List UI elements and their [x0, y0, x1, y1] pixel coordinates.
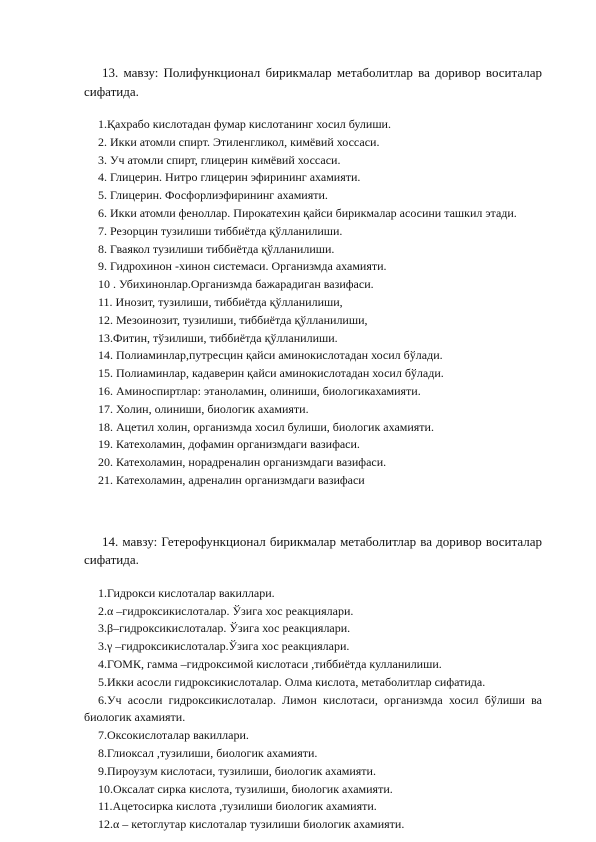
section-13-question-list — [84, 116, 542, 490]
list-item: 15. Полиаминлар, кадаверин қайси аминокислотадан хосил бўлади. — [98, 366, 444, 381]
list-item: 7. Резорцин тузилиши тиббиётда қўлланилиши. — [98, 223, 343, 238]
list-item: 8. Гваякол тузилиши тиббиётда қўлланилиши. — [98, 241, 335, 256]
section-14-heading: 14. мавзу: Гетерофункционал бирикмалар метаболитлар ва доривор воситалар сифатида. — [84, 533, 542, 568]
list-item: 13.Фитин, тўзилиши, тиббиётда қўлланилиши. — [98, 330, 338, 345]
list-item: 2.α –гидроксикислоталар. Ўзига хос реакциялари. — [98, 603, 354, 618]
list-item: 20. Катехоламин, норадреналин организмдаги вазифаси. — [98, 455, 387, 470]
list-item: 10.Оксалат сирка кислота, тузилиши, биологик ахамияти. — [98, 781, 393, 796]
list-item: 12. Мезоинозит, тузилиши, тиббиётда қўлланилиши, — [98, 312, 368, 327]
list-item: 6. Икки атомли феноллар. Пирокатехин қайси бирикмалар асосини ташкил этади. — [98, 205, 517, 220]
list-item: 3. Уч атомли спирт, глицерин кимёвий хоссаси. — [98, 152, 341, 167]
list-item: 5.Икки асосли гидроксикислоталар. Олма кислота, метаболитлар сифатида. — [98, 674, 486, 689]
list-item: 16. Аминоспиртлар: этаноламин, олиниши, биологикахамияти. — [98, 383, 421, 398]
list-item: 14. Полиаминлар,путресцин қайси аминокислотадан хосил бўлади. — [98, 348, 443, 363]
list-item: 8.Глиоксал ,тузилиши, биологик ахамияти. — [98, 745, 318, 760]
list-item: 3.β–гидроксикислоталар. Ўзига хос реакциялари. — [98, 621, 351, 636]
list-item: 4. Глицерин. Нитро глицерин эфирининг ахамияти. — [98, 170, 361, 185]
section-14-question-list — [84, 585, 542, 834]
list-item: 4.ГОМК, гамма –гидроксимой кислотаси ,тиббиётда кулланилиши. — [98, 656, 442, 671]
list-item: 6.Уч асосли гидроксикислоталар. Лимон кислотаси, организмда хосил бўлиши ва биологик ахамияти. — [84, 692, 542, 725]
section-13-heading: 13. мавзу: Полифункционал бирикмалар метаболитлар ва доривор воситалар сифатида. — [84, 65, 542, 99]
list-item: 10 . Убихинонлар.Организмда бажарадиган вазифаси. — [98, 277, 374, 292]
list-item: 11. Инозит, тузилиши, тиббиётда қўлланилиши, — [98, 294, 343, 309]
list-item: 5. Глицерин. Фосфорлиэфирининг ахамияти. — [98, 188, 328, 203]
list-item: 1.Қахрабо кислотадан фумар кислотанинг хосил булиши. — [98, 117, 391, 131]
list-item: 18. Ацетил холин, организмда хосил булиши, биологик ахамияти. — [98, 419, 434, 434]
list-item: 3.γ –гидроксикислоталар.Ўзига хос реакциялари. — [98, 639, 350, 654]
list-item: 1.Гидрокси кислоталар вакиллари. — [98, 585, 275, 600]
list-item: 12.α – кетоглутар кислоталар тузилиши биологик ахамияти. — [98, 817, 405, 832]
list-item: 9.Пироузум кислотаси, тузилиши, биологик ахамияти. — [98, 763, 376, 778]
list-item: 11.Ацетосирка кислота ,тузилиши биологик ахамияти. — [98, 799, 377, 814]
list-item: 7.Оксокислоталар вакиллари. — [98, 728, 249, 743]
list-item: 19. Катехоламин, дофамин организмдаги вазифаси. — [98, 437, 360, 452]
list-item: 17. Холин, олиниши, биологик ахамияти. — [98, 401, 309, 416]
list-item: 21. Катехоламин, адреналин организмдаги вазифаси — [98, 472, 365, 487]
list-item: 9. Гидрохинон -хинон системаси. Организмда ахамияти. — [98, 259, 387, 274]
list-item: 2. Икки атомли спирт. Этиленгликол, кимёвий хоссаси. — [98, 134, 380, 149]
